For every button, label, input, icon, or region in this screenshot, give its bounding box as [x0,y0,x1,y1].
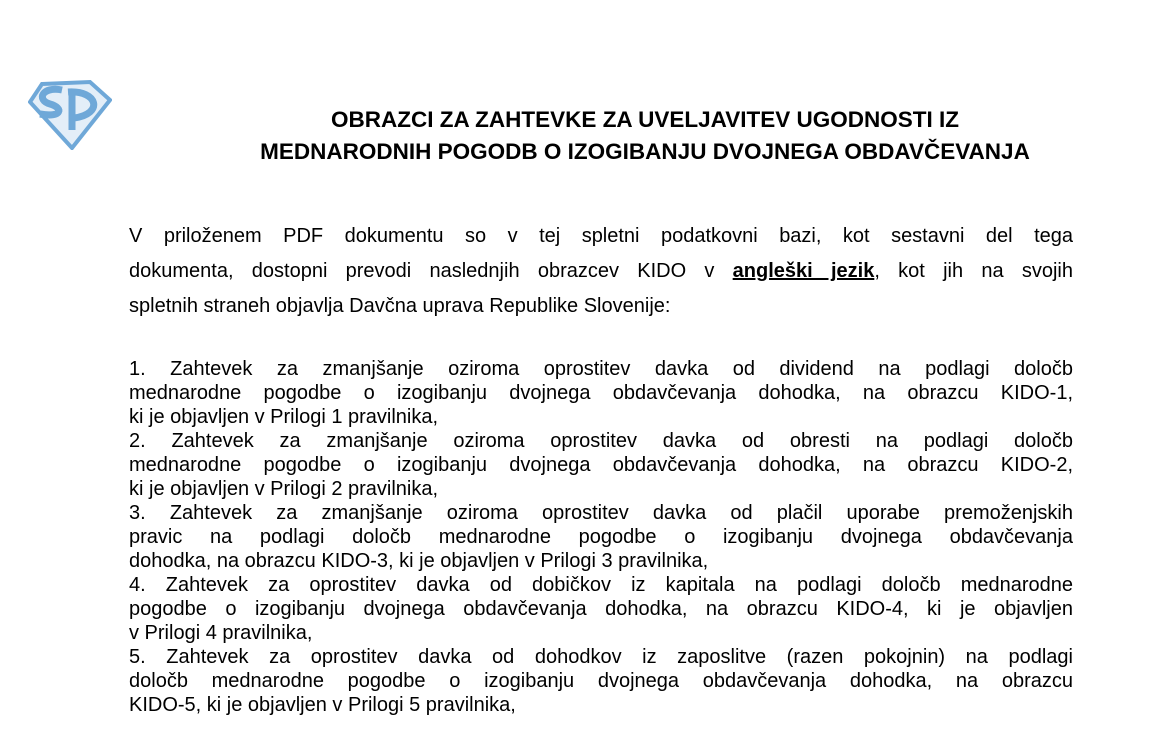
list-item-line: 4. Zahtevek za oprostitev davka od dobičkov iz kapitala na podlagi določb mednarodne [129,574,1073,596]
list-item-line: mednarodne pogodbe o izogibanju dvojnega obdavčevanja dohodka, na obrazcu KIDO-1, [129,382,1073,404]
list-item [129,573,1073,645]
list-item-line: 1. Zahtevek za zmanjšanje oziroma oprostitev davka od dividend na podlagi določb [129,358,1073,380]
list-item [129,357,1073,429]
form-list [129,357,1073,717]
title-line-2: MEDNARODNIH POGODB O IZOGIBANJU DVOJNEGA OBDAVČEVANJA [260,139,1030,164]
list-item-line: dohodka, na obrazcu KIDO-3, ki je objavljen v Prilogi 3 pravilnika, [129,550,709,572]
document-title [100,104,1157,168]
list-item-line: KIDO-5, ki je objavljen v Prilogi 5 pravilnika, [129,694,516,716]
list-item-line: 2. Zahtevek za zmanjšanje oziroma oprostitev davka od obresti na podlagi določb [129,430,1073,452]
list-item [129,501,1073,573]
list-item [129,645,1073,717]
list-item-line: ki je objavljen v Prilogi 2 pravilnika, [129,478,439,500]
list-item-line: 3. Zahtevek za zmanjšanje oziroma oprostitev davka od plačil uporabe premoženjskih [129,502,1073,524]
list-item [129,429,1073,501]
title-line-1: OBRAZCI ZA ZAHTEVKE ZA UVELJAVITEV UGODNOSTI IZ [331,107,959,132]
list-item-line: določb mednarodne pogodbe o izogibanju dvojnega obdavčevanja dohodka, na obrazcu [129,670,1073,692]
intro-paragraph [129,219,1073,324]
list-item-line: pogodbe o izogibanju dvojnega obdavčevanja dohodka, na obrazcu KIDO-4, ki je objavljen [129,598,1073,620]
english-language-link[interactable]: angleški jezik [732,260,875,282]
intro-line: spletnih straneh objavlja Davčna uprava Republike Slovenije: [129,295,671,317]
list-item-line: 5. Zahtevek za oprostitev davka od dohodkov iz zaposlitve (razen pokojnin) na podlagi [129,646,1073,668]
list-item-line: ki je objavljen v Prilogi 1 pravilnika, [129,406,439,428]
intro-line [129,254,1073,289]
list-item-line: mednarodne pogodbe o izogibanju dvojnega obdavčevanja dohodka, na obrazcu KIDO-2, [129,454,1073,476]
list-item-line: pravic na podlagi določb mednarodne pogodbe o izogibanju dvojnega obdavčevanja [129,526,1073,548]
intro-text: , kot jih na svojih [874,260,1073,282]
intro-line: V priloženem PDF dokumentu so v tej spletni podatkovni bazi, kot sestavni del tega [129,225,1073,247]
list-item-line: v Prilogi 4 pravilnika, [129,622,313,644]
intro-text: dokumenta, dostopni prevodi naslednjih obrazcev KIDO v [129,260,733,282]
